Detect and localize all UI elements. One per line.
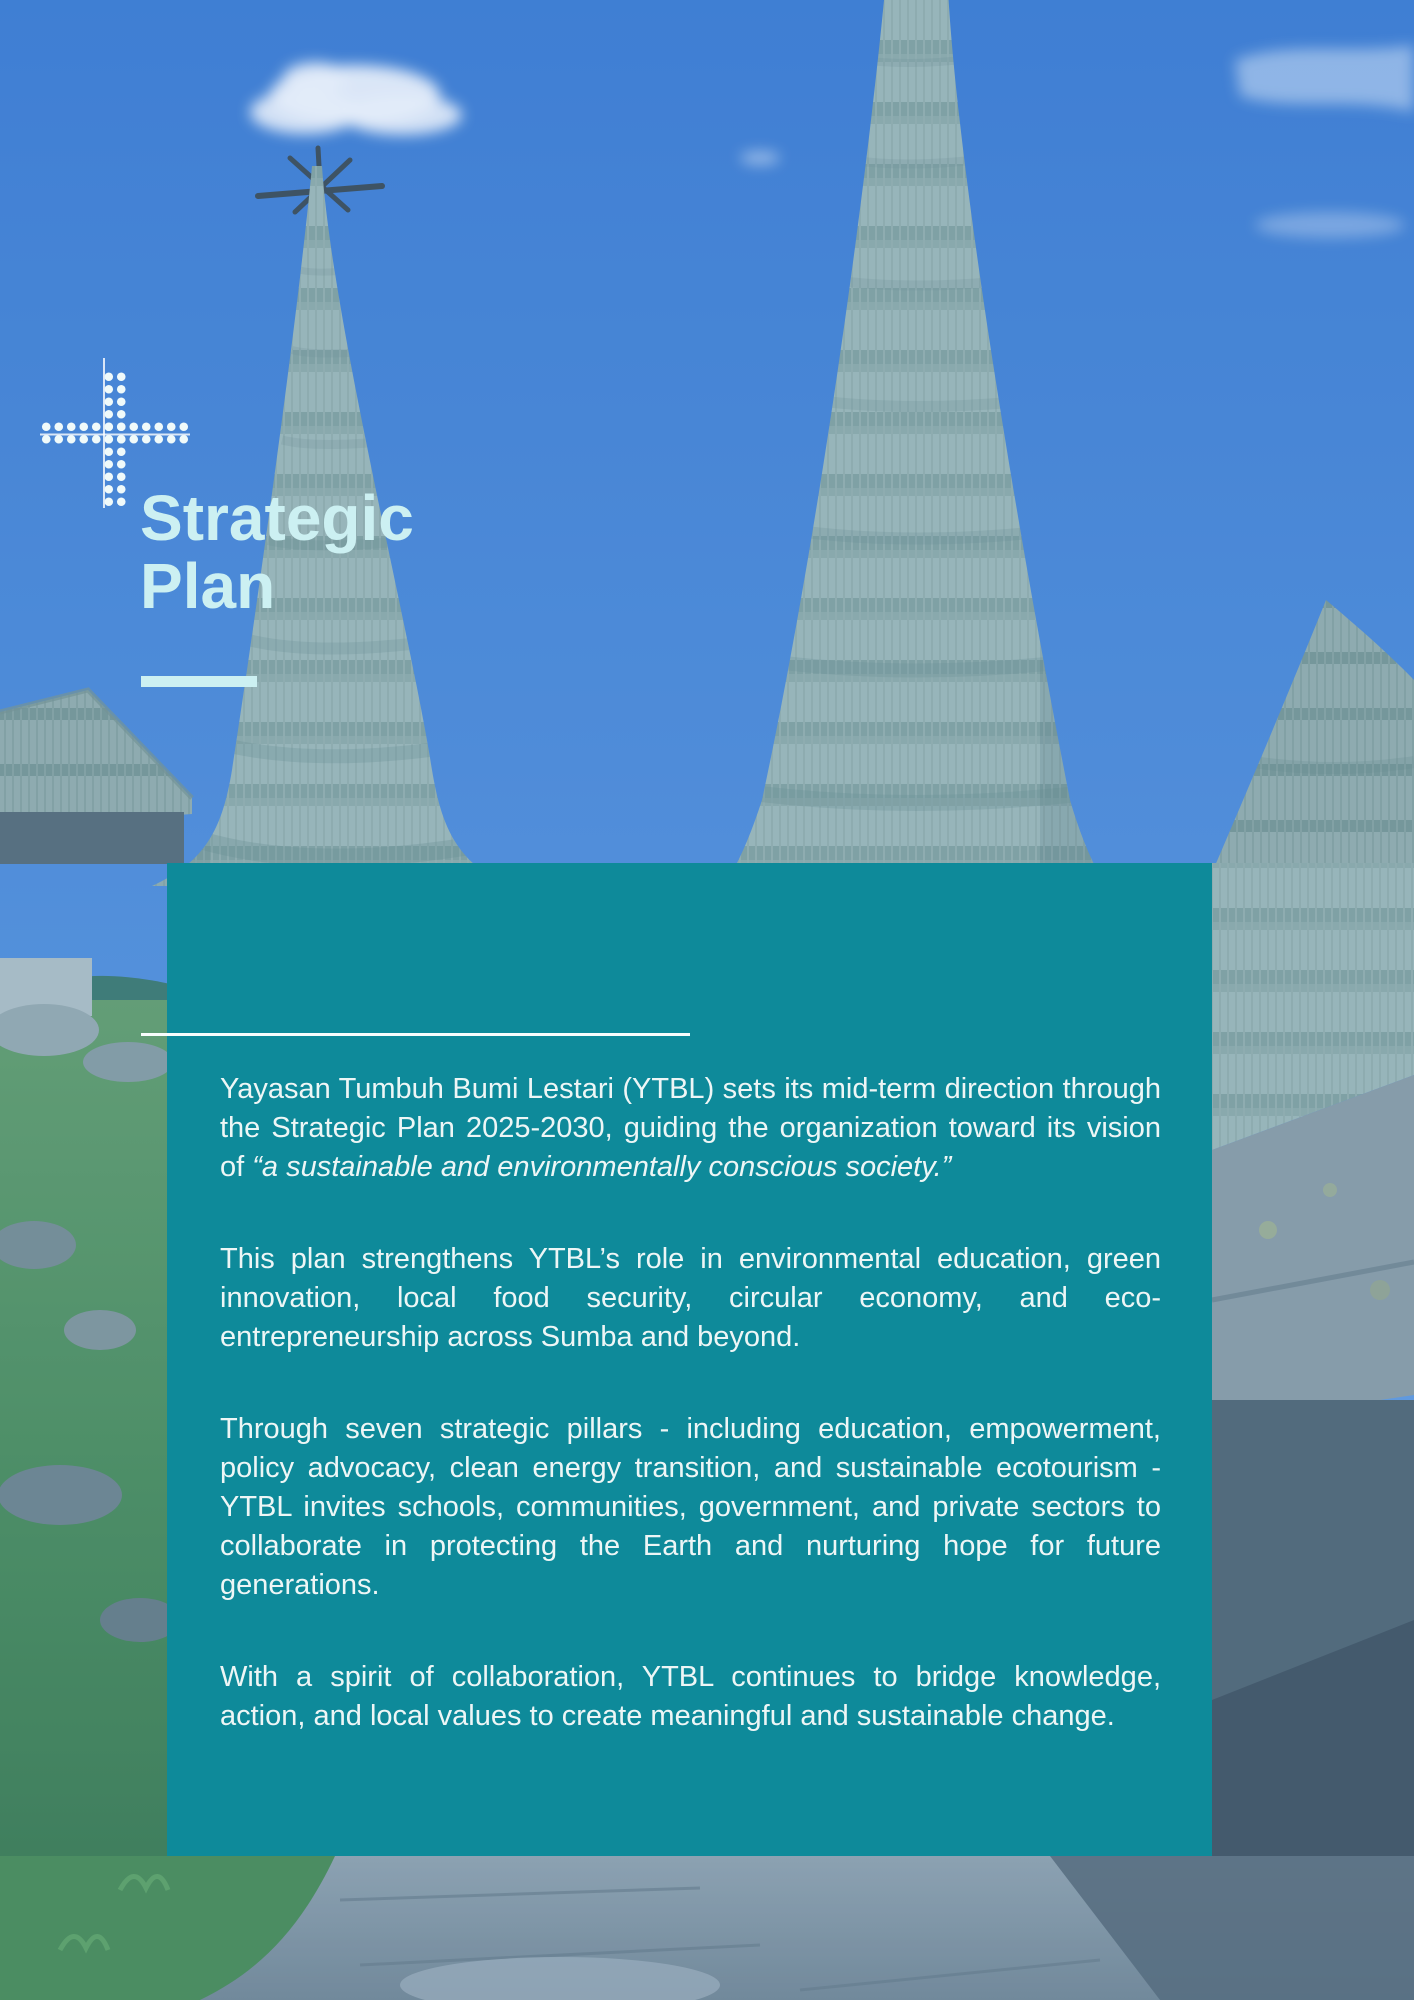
paragraph-2: This plan strengthens YTBL’s role in environmental education, green innovation, local food security, circular economy, and eco-entrepreneurship across Sumba and beyond.: [220, 1243, 1161, 1353]
paragraph-4: With a spirit of collaboration, YTBL continues to bridge knowledge, action, and local values to create meaningful and sustainable change.: [220, 1661, 1161, 1732]
paragraph-3: Through seven strategic pillars - including education, empowerment, policy advocacy, clean energy transition, and sustainable ecotourism - YTBL invites schools, communities, government, and private sectors to collaborate in protecting the Earth and nurturing hope for future generations.: [220, 1413, 1161, 1601]
page-title: [140, 484, 414, 620]
card-divider-line: [141, 1033, 690, 1036]
vision-quote: “a sustainable and environmentally conscious society.”: [252, 1151, 952, 1183]
title-line-2: Plan: [140, 550, 276, 622]
paragraph-1: [220, 1070, 1161, 1187]
paragraph-1-text: Yayasan Tumbuh Bumi Lestari (YTBL) sets its mid-term direction through the Strategic Plan 2025-2030, guiding the organization toward its vision of: [220, 1073, 1161, 1183]
title-line-1: Strategic: [140, 482, 414, 554]
card-text-block: [220, 1070, 1161, 1736]
title-underline-dash: [141, 676, 257, 687]
